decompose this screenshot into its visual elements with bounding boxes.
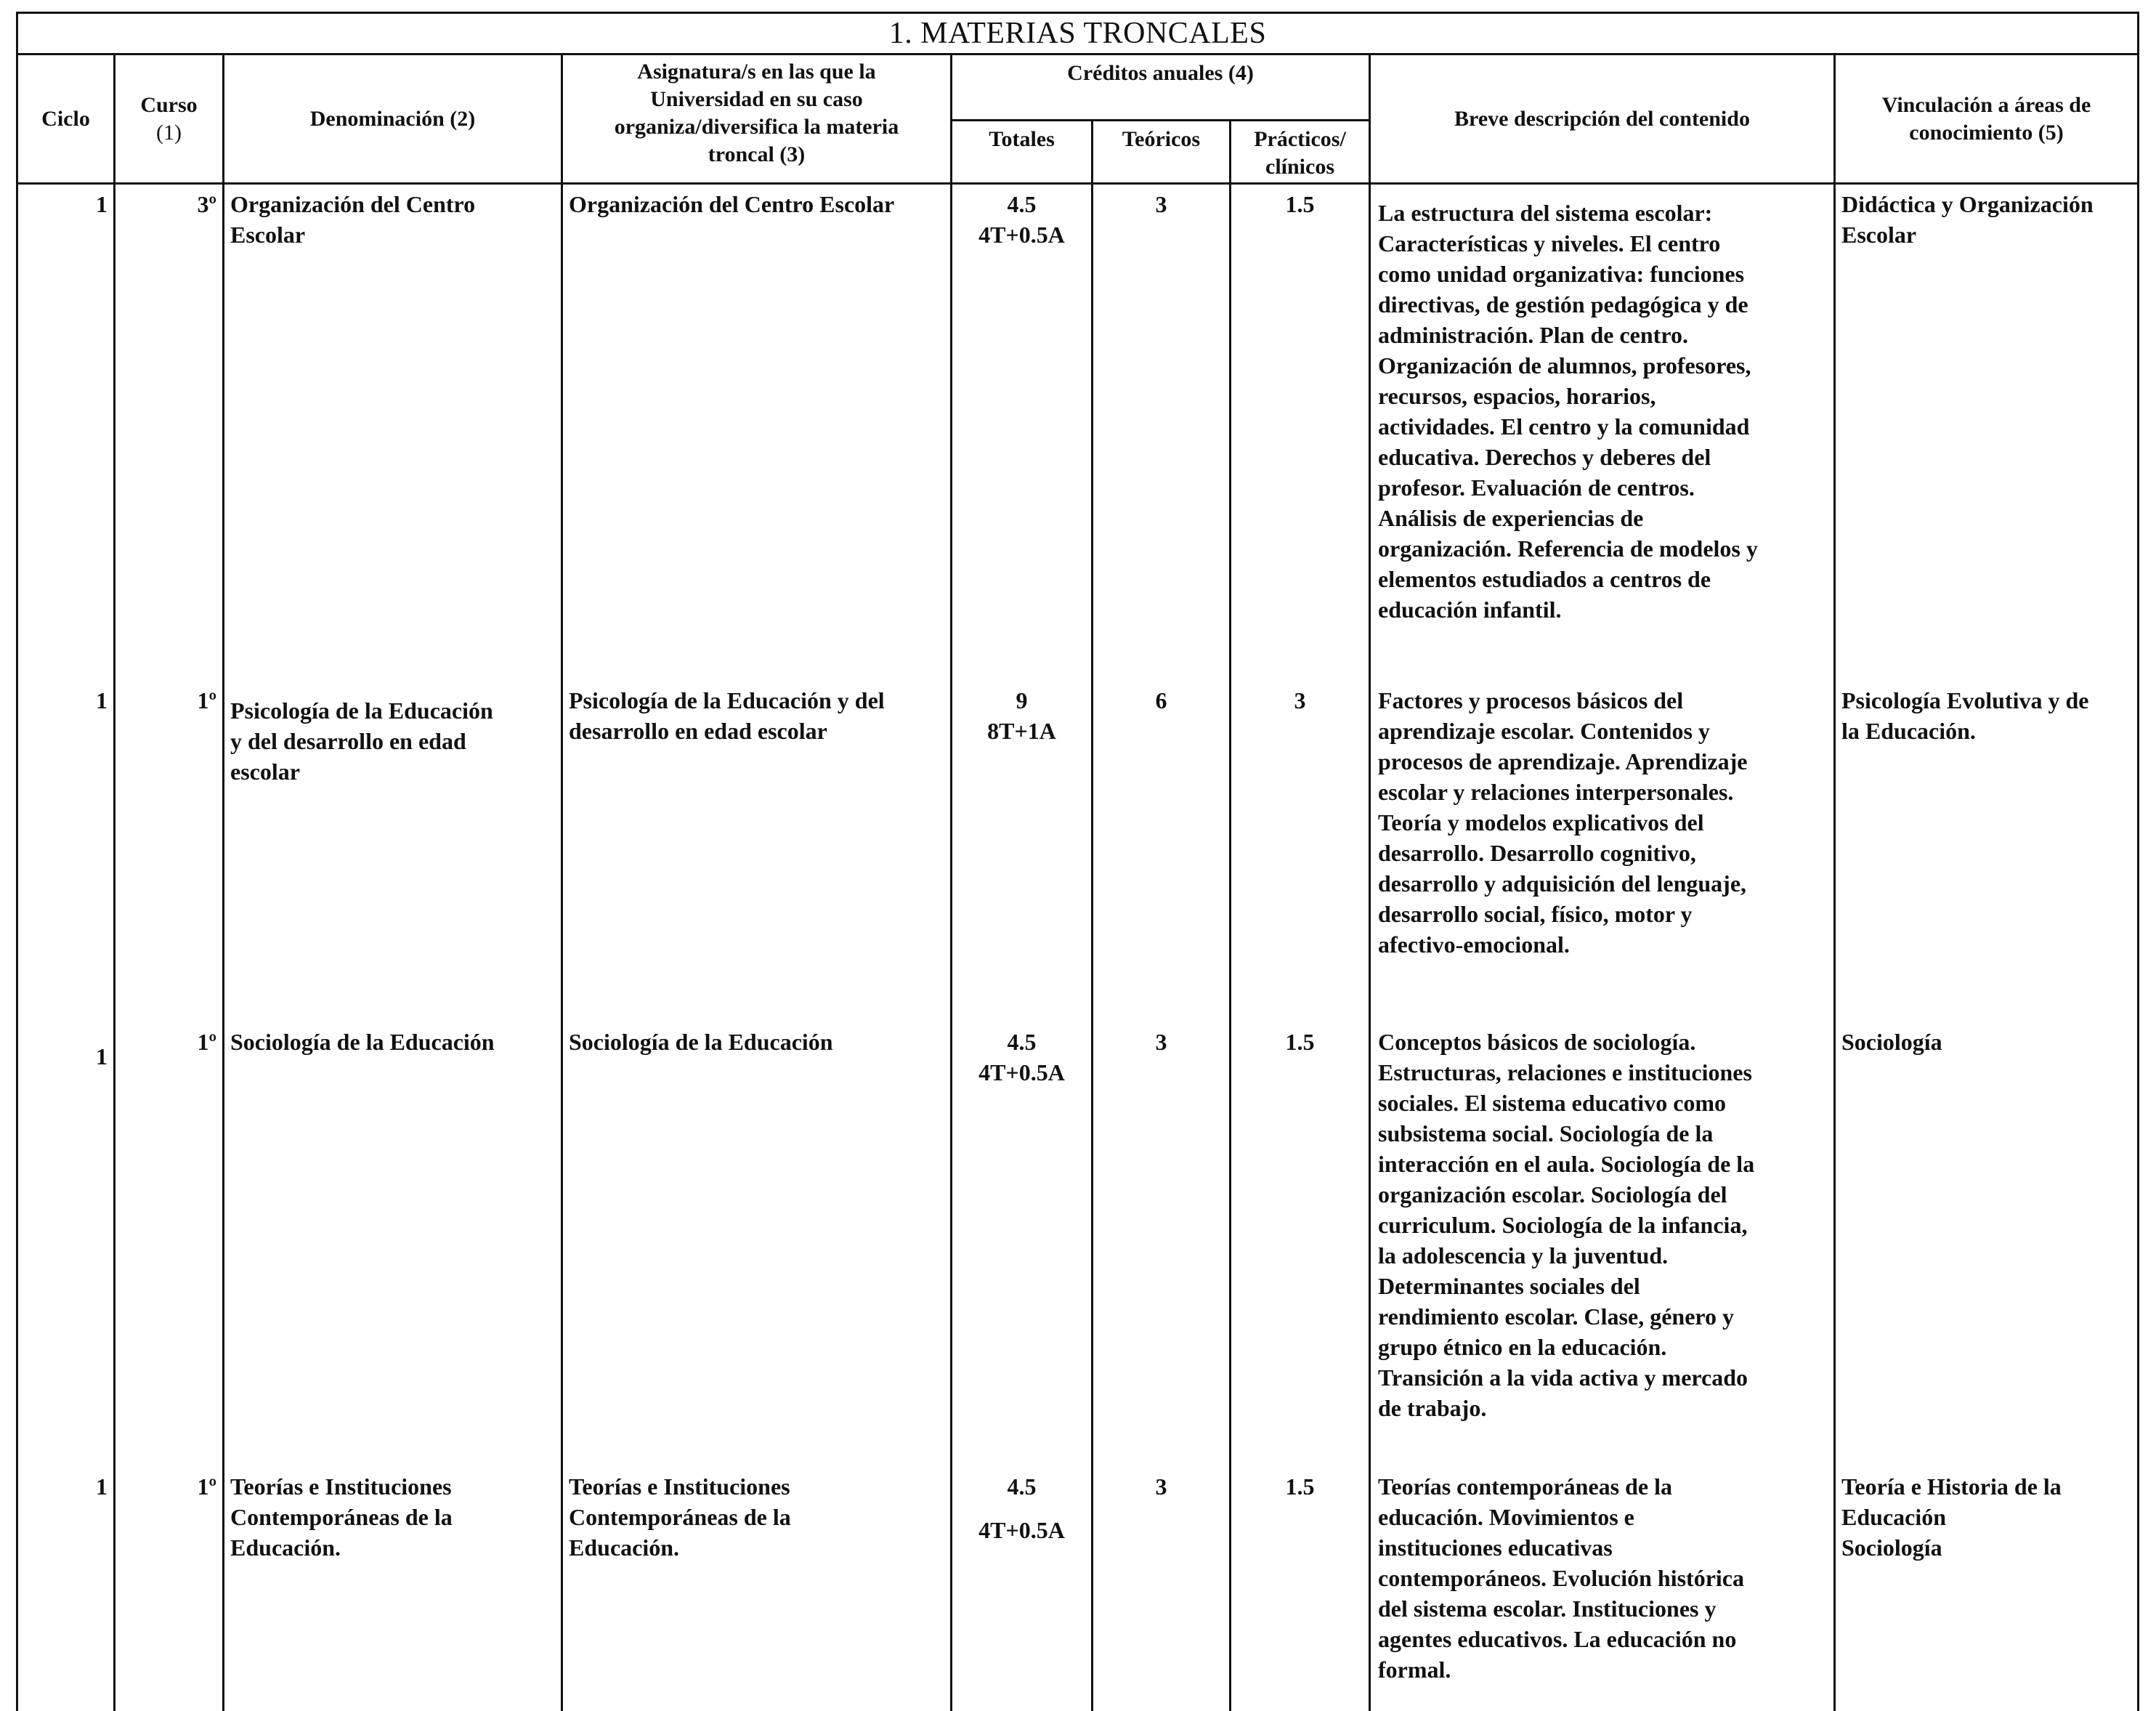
descripcion-cell: Factores y procesos básicos del aprendizaje escolar. Contenidos y procesos de aprendizaje. Aprendizaje escolar y relaciones interpersonales. Teoría y modelos explicativos del desarrollo. Desarrollo cognitivo, desarrollo y adquisición del lenguaje, desarrollo social, físico, motor y afectivo-emocional.: [1370, 685, 1835, 1027]
totales-cell: 4.5 4T+0.5A: [952, 184, 1093, 685]
practicos-cell: 1.5: [1231, 1471, 1370, 1711]
totales-cell: 4.5 4T+0.5A: [952, 1027, 1093, 1471]
header-teoricos: Teóricos: [1093, 121, 1231, 184]
totales-cell: 4.5 4T+0.5A: [952, 1471, 1093, 1711]
ciclo-cell: 1: [17, 1027, 115, 1471]
denominacion-cell: Organización del Centro Escolar: [224, 184, 562, 685]
vinculacion-cell: Didáctica y Organización Escolar: [1835, 184, 2139, 685]
teoricos-cell: 3: [1093, 184, 1231, 685]
totales-cell: 9 8T+1A: [952, 685, 1093, 1027]
header-asignatura: Asignatura/s en las que la Universidad en su caso organiza/diversifica la materia troncal (3): [562, 54, 952, 184]
descripcion-cell: Teorías contemporáneas de la educación. Movimientos e instituciones educativas contemporáneos. Evolución histórica del sistema escolar. Instituciones y agentes educativos. La educación no formal.: [1370, 1471, 1835, 1711]
curso-cell: 1º: [115, 1471, 224, 1711]
ciclo-cell: 1: [17, 184, 115, 685]
table-row: [17, 1027, 2139, 1471]
table-row: [17, 685, 2139, 1027]
vinculacion-cell: Psicología Evolutiva y de la Educación.: [1835, 685, 2139, 1027]
denominacion-cell: Psicología de la Educación y del desarrollo en edad escolar: [224, 685, 562, 1027]
descripcion-cell: La estructura del sistema escolar: Características y niveles. El centro como unidad organizativa: funciones directivas, de gestión pedagógica y de administración. Plan de centro. Organización de alumnos, profesores, recursos, espacios, horarios, actividades. El centro y la comunidad educativa. Derechos y deberes del profesor. Evaluación de centros. Análisis de experiencias de organización. Referencia de modelos y elementos estudiados a centros de educación infantil.: [1370, 184, 1835, 685]
denominacion-cell: Teorías e Instituciones Contemporáneas de la Educación.: [224, 1471, 562, 1711]
asignatura-cell: Psicología de la Educación y del desarrollo en edad escolar: [562, 685, 952, 1027]
denominacion-cell: Sociología de la Educación: [224, 1027, 562, 1471]
vinculacion-cell: Teoría e Historia de la Educación Sociología: [1835, 1471, 2139, 1711]
curso-cell: 3º: [115, 184, 224, 685]
ciclo-cell: 1: [17, 685, 115, 1027]
asignatura-cell: Teorías e Instituciones Contemporáneas de la Educación.: [562, 1471, 952, 1711]
practicos-cell: 1.5: [1231, 1027, 1370, 1471]
header-ciclo: Ciclo: [17, 54, 115, 184]
practicos-cell: 3: [1231, 685, 1370, 1027]
teoricos-cell: 6: [1093, 685, 1231, 1027]
asignatura-cell: Organización del Centro Escolar: [562, 184, 952, 685]
table-row: [17, 184, 2139, 685]
header-vinculacion: Vinculación a áreas de conocimiento (5): [1835, 54, 2139, 184]
header-practicos: Prácticos/ clínicos: [1231, 121, 1370, 184]
header-descripcion: Breve descripción del contenido: [1370, 54, 1835, 184]
curso-cell: 1º: [115, 685, 224, 1027]
curso-cell: 1º: [115, 1027, 224, 1471]
table-row: [17, 1471, 2139, 1711]
vinculacion-cell: Sociología: [1835, 1027, 2139, 1471]
header-denominacion: Denominación (2): [224, 54, 562, 184]
ciclo-cell: 1: [17, 1471, 115, 1711]
header-curso: Curso (1): [115, 54, 224, 184]
header-totales: Totales: [952, 121, 1093, 184]
practicos-cell: 1.5: [1231, 184, 1370, 685]
materias-troncales-table: [16, 12, 2139, 1711]
header-creditos-anuales: Créditos anuales (4): [952, 54, 1370, 121]
descripcion-cell: Conceptos básicos de sociología. Estructuras, relaciones e instituciones sociales. El sistema educativo como subsistema social. Sociología de la interacción en el aula. Sociología de la organización escolar. Sociología del curriculum. Sociología de la infancia, la adolescencia y la juventud. Determinantes sociales del rendimiento escolar. Clase, género y grupo étnico en la educación. Transición a la vida activa y mercado de trabajo.: [1370, 1027, 1835, 1471]
asignatura-cell: Sociología de la Educación: [562, 1027, 952, 1471]
table-title: 1. MATERIAS TRONCALES: [17, 13, 2139, 54]
teoricos-cell: 3: [1093, 1471, 1231, 1711]
teoricos-cell: 3: [1093, 1027, 1231, 1471]
